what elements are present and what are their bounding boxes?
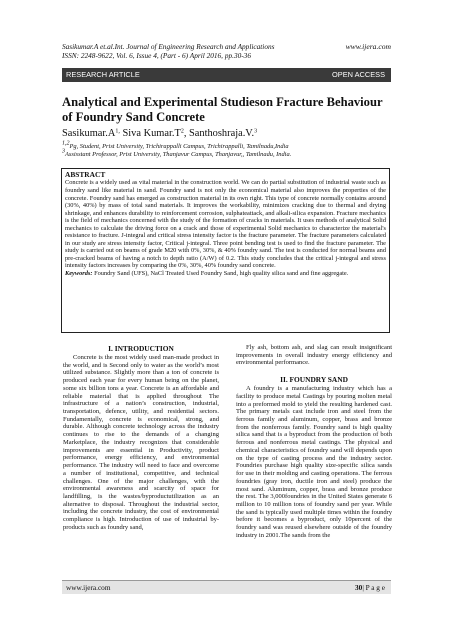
section-heading-foundry-sand: II. FOUNDRY SAND [280,375,348,385]
abstract-box [61,168,390,333]
introduction-paragraph: Concrete is the most widely used man-made product in the world, and is Second only to water as the world’s most utilized substance. Slightly more than a ton of concrete is produced each year for every human being on the planet, some six billion tons a year. Concrete is an affordable and reliable material that is applied throughout The infrastructure of a nation’s construction, industrial, transportation, defence, utility, and residential sectors. Fundamentally, concrete is economical, strong, and durable. Although concrete technology across the industry continues to rise to the demands of a changing Marketplace, the industry recognizes that considerable improvements are essential in Productivity, product performance, energy efficiency, and environmental performance. The industry will need to face and overcome a number of institutional, competitive, and technical challenges. One of the major challenges, with the environmental awareness and scarcity of space for landfilling, is the wastes/byproductutilization as an alternative to disposal. Throughout the industrial sector, including the concrete industry, the cost of environmental compliance is high. Introduction of use of industrial by-products such as foundry sand, [63,354,219,531]
journal-website-link[interactable]: www.ijera.com [345,42,391,51]
journal-citation [62,42,312,60]
abstract-body: Concrete is a widely used as vital material in the construction world. We can do partial substitution of industrial waste such as foundry sand like material in sand. Foundry sand is not only the economical material also improves the properties of the concrete. Foundry sand has emerged as construction material in its own right. This type of concrete normally contains around (30%, 40%) by mass of total sand materials. It improves the workability, minimizes cracking due to thermal and drying shrinkage, and enhances durability to reinforcement corrosion, sulphateattack, and alkali-silica expansion. Fracture mechanics is the field of mechanics concerned with the study of the formation of cracks in materials. It uses methods of analytical Solid mechanics to calculate the driving force on a crack and those of experimental Solid mechanics to characterize the material's resistance to fracture. J-integral and critical stress intensity factor is the fracture parameter. The fracture parameters calculated in our study are stress intensity factor, Critical j-integral. Three point bending test is used to find the fracture parameter. The study is carried out on beams of grade M20 with 0%, 30%, & 40% foundry sand. The test is conducted for normal beams and pre-cracked beams of having a notch to depth ratio (A/W) of 0.2. This study concludes that the critical j-integral and stress intensity factors increases by comparing the 0%, 30%, 40% foundry sand concrete. [65,179,386,270]
keywords-label: Keywords: [65,269,93,277]
citation-line-2: ISSN: 2248-9622, Vol. 6, Issue 4, (Part - 6) April 2016, pp.30-36 [62,51,251,61]
research-article-label: RESEARCH ARTICLE [66,70,140,79]
author-sup-3: 3 [254,128,258,135]
open-access-label: OPEN ACCESS [332,70,385,79]
author-sup-1: 1, [115,128,120,135]
page-label: | P a g e [362,583,385,592]
author-separator: , [183,128,190,139]
author-name-2: Siva Kumar.T [122,128,181,139]
affiliation-sup-2: 3 [62,148,65,155]
section-heading-introduction: I. INTRODUCTION [108,344,174,353]
affiliation-sup-1: 1,2 [62,140,70,147]
keywords-text: Foundry Sand (UFS), NaCl Treated Used Foundry Sand, high quality silica sand and fine aggregate. [92,269,349,277]
author-name-1: Sasikumar.A [62,128,116,139]
flyash-paragraph: Fly ash, bottom ash, and slag can result insignificant improvements in overall industry energy efficiency and environmental performance. [236,344,392,367]
author-name-3: Santhoshraja.V. [189,128,255,139]
article-type-band [62,68,391,82]
footer-website-link[interactable]: www.ijera.com [66,583,111,592]
affiliation-text-2: Assisstant Professor, Prist University, Thanjavur Campus, Thanjavur,, Tamilnadu, India. [65,151,292,159]
citation-line-1: Sasikumar.A et.al.Int. Journal of Engineering Research and Applications [62,42,275,51]
author-list [62,128,391,140]
paper-title: Analytical and Experimental Studieson Fracture Behaviour of Foundry Sand Concrete [62,95,383,125]
abstract-heading: ABSTRACT [65,170,106,179]
foundry-sand-paragraph: A foundry is a manufacturing industry which has a facility to produce metal Castings by pouring molten metal into a preformed mold to yield the resulting hardened cast. The primary metals cast include iron and steel from the ferrous family and aluminum, copper, brass and bronze from the nonferrous family. Foundry sand is high quality silica sand that is a byproduct from the production of both ferrous and nonferrous metal castings. The physical and chemical characteristics of foundry sand will depends upon on the type of casting process and the industry sector. Foundries purchase high quality size-specific silica sands for use in their molding and casting operations. The ferrous foundries (gray iron, ductile iron and steel) produce the most sand. Aluminum, copper, brass and bronze produce the rest. The 3,000foundries in the United States generate 6 million to 10 million tons of foundry sand per year. While the sand is typically used multiple times within the foundry before it becomes a byproduct, only 10percent of the foundry sand was reused elsewhere outside of the foundry industry in 2001.The sands from the [236,385,392,539]
keywords-line [65,270,386,278]
footer-page-indicator [355,581,385,594]
right-column [236,344,392,540]
affiliations [62,140,391,160]
affiliation-text-1: Pg, Student, Prist University, Trichirappalli Campus, Trichirappalli, Tamilnadu,India [69,143,289,150]
page-footer [62,580,391,594]
affiliation-2 [62,148,391,159]
left-column [63,344,219,532]
page-number: 30 [355,583,363,592]
author-sup-2: 2 [180,128,184,135]
